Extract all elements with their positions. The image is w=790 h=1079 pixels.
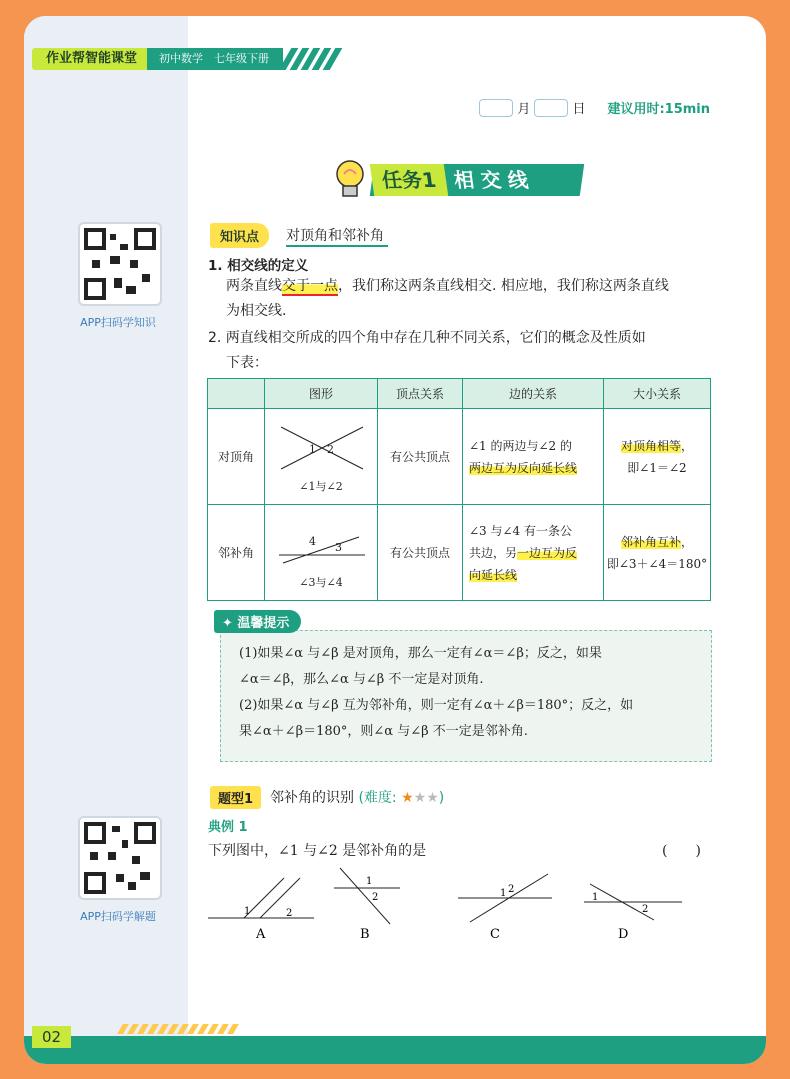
qr-code-knowledge[interactable] [78,222,162,306]
size-text: 即∠3＋∠4＝180° [606,556,708,571]
qr-label-solution: APP扫码学解题 [80,910,156,923]
svg-text:2: 2 [508,884,515,895]
star-icon: ★ [401,790,414,806]
difficulty [358,790,444,806]
option-label: A [256,927,266,942]
difficulty-close: ) [438,790,445,806]
size-highlight: 邻补角互补 [620,534,681,549]
day-box[interactable] [534,99,568,117]
edge-text: 共边，另 [469,545,518,560]
knowledge-tag: 知识点 [210,223,269,248]
star-empty-icon: ★ [413,790,427,806]
section1-title: 1. 相交线的定义 [208,258,309,274]
left-sidebar [24,16,188,1064]
tips-box [220,630,712,762]
edge-relation [463,409,604,505]
svg-text:1: 1 [244,906,251,917]
option-label: D [618,927,629,942]
edge-text: ∠1 的两边与∠2 的 [469,438,573,453]
star-empty-icon: ★ [426,790,439,806]
example-question: 下列图中，∠1 与∠2 是邻补角的是 [208,843,427,859]
footer-bar [24,1036,766,1064]
qr-icon [80,224,160,304]
angle-table [207,378,711,601]
qr-label-knowledge: APP扫码学知识 [80,316,156,329]
option-label: C [490,927,500,942]
edge-highlight: 两边互为反向延长线 [469,460,578,475]
adjacent-angles-figure [273,515,369,571]
table-row [208,409,711,505]
tip-line: ∠α＝∠β，那么∠α 与∠β 不一定是对顶角. [239,672,484,687]
s2-line2: 下表： [226,355,268,371]
question-type-text: 邻补角的识别 [270,790,354,806]
size-relation: 对顶角相等， 即∠1＝∠2 [604,409,711,505]
day-label: 日 [572,102,586,117]
brand-label: 作业帮智能课堂 [32,48,147,70]
page-number: 02 [32,1026,71,1048]
footer-stripes [120,1024,236,1034]
workbook-page [24,16,766,1064]
s1-text-a: 两条直线 [226,278,282,294]
s1-text-b: ，我们称这两条直线相交. 相应地，我们称这两条直线 [338,278,669,294]
qr-code-solution[interactable] [78,816,162,900]
tip-line: (2)如果∠α 与∠β 互为邻补角，则一定有∠α＋∠β＝180°；反之，如 [239,698,634,713]
knowledge-title: 对顶角和邻补角 [286,225,388,247]
question-type-title [270,787,444,807]
s1-text-c: 为相交线. [226,303,287,319]
table-header: 边的关系 [463,379,604,409]
month-box[interactable] [479,99,513,117]
s1-highlight: 交于一点 [282,278,338,294]
svg-text:1: 1 [500,888,507,899]
option-a-figure[interactable] [204,864,314,944]
header-stripes [285,48,336,70]
qr-icon [80,818,160,898]
svg-text:1: 1 [366,876,373,887]
course-label: 初中数学 七年级下册 [147,48,283,70]
svg-text:3: 3 [335,541,342,554]
tips-tag-label: 温馨提示 [237,616,290,631]
edge-relation [463,505,604,601]
vertical-angles-figure [273,419,369,475]
answer-blank[interactable]: ( ) [662,843,701,859]
edge-highlight: 向延长线 [469,567,518,582]
table-row [208,505,711,601]
svg-text:2: 2 [286,908,293,919]
question-type-tag: 题型1 [210,786,261,809]
row-name: 对顶角 [208,409,265,505]
table-header: 大小关系 [604,379,711,409]
option-d-figure[interactable] [582,864,692,944]
tip-line: (1)如果∠α 与∠β 是对顶角，那么一定有∠α＝∠β；反之，如果 [239,646,602,661]
s2-line1: 2. 两直线相交所成的四个角中存在几种不同关系，它们的概念及性质如 [208,330,646,346]
svg-text:1: 1 [309,443,316,456]
vertex-relation: 有公共顶点 [378,505,463,601]
header-bar [32,48,336,70]
svg-text:2: 2 [372,892,379,903]
table-header: 图形 [265,379,378,409]
section2-paragraph [208,326,712,376]
month-label: 月 [517,102,531,117]
lightbulb-icon [330,156,370,206]
task-number: 任务1 [370,164,448,196]
example-title: 典例 1 [208,820,248,835]
figure-cell [265,409,378,505]
vertex-relation: 有公共顶点 [378,409,463,505]
svg-text:2: 2 [327,443,334,456]
task-banner [330,156,590,216]
suggested-time: 建议用时:15min [607,102,710,117]
edge-text: ∠3 与∠4 有一条公 [469,523,573,538]
tip-line: 果∠α＋∠β＝180°，则∠α 与∠β 不一定是邻补角. [239,724,528,739]
figure-caption: ∠3与∠4 [299,576,343,589]
svg-text:4: 4 [309,535,316,548]
option-b-figure[interactable] [330,864,410,944]
option-label: B [360,927,370,942]
svg-text:2: 2 [642,904,649,915]
difficulty-label: (难度: [358,790,402,806]
table-header [208,379,265,409]
table-header: 顶点关系 [378,379,463,409]
tips-tag: ✦ 温馨提示 [214,610,301,633]
size-text: 即∠1＝∠2 [627,460,687,475]
section1-paragraph [226,274,716,324]
date-row [479,98,710,117]
option-c-figure[interactable] [456,864,566,944]
figure-cell [265,505,378,601]
figure-caption: ∠1与∠2 [299,480,343,493]
task-title [370,164,584,196]
size-relation: 邻补角互补， 即∠3＋∠4＝180° [604,505,711,601]
size-highlight: 对顶角相等 [620,438,681,453]
row-name: 邻补角 [208,505,265,601]
task-name: 相 交 线 [452,168,530,192]
edge-highlight: 一边互为反 [517,545,578,560]
svg-text:1: 1 [592,892,599,903]
